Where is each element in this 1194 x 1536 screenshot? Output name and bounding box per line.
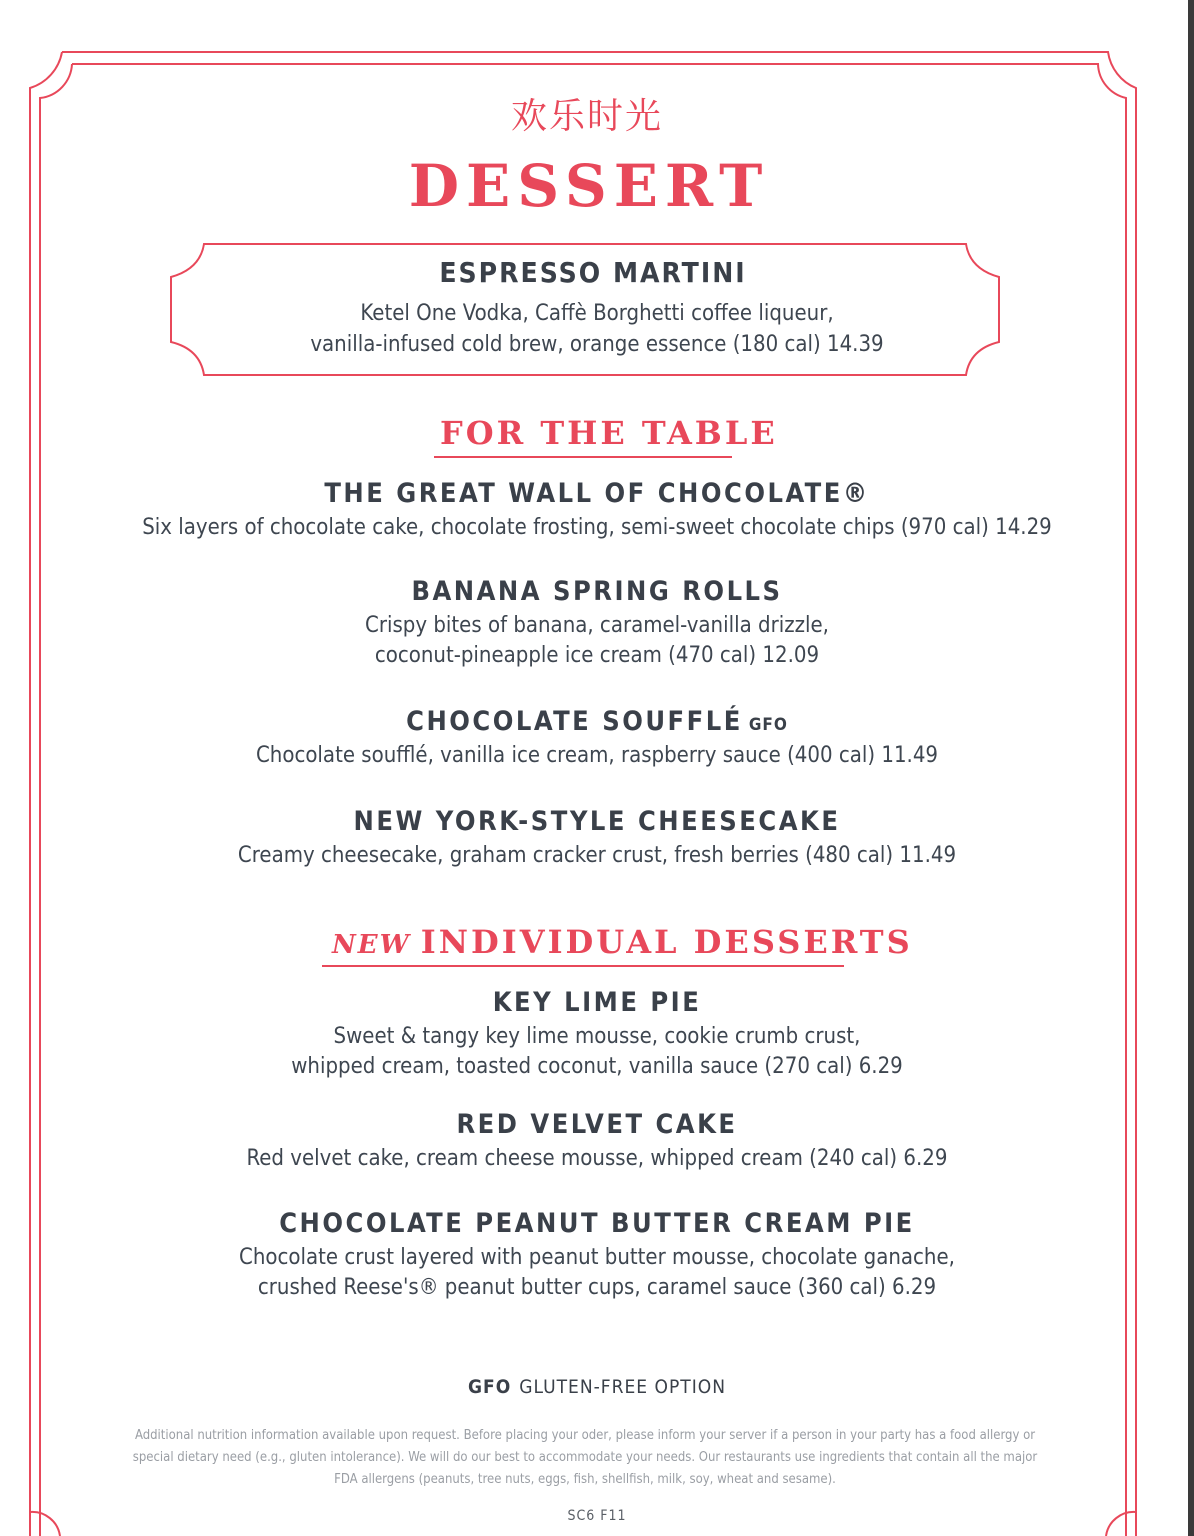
form-code: SC6 F11 xyxy=(567,1508,627,1524)
disclaimer-line: Additional nutrition information available upon request. Before placing your oder, please inform your server if a person in your party has a food allergy or xyxy=(134,1428,1036,1443)
item-name: THE GREAT WALL OF CHOCOLATE® xyxy=(324,478,870,509)
item-name: CHOCOLATE SOUFFLÉ xyxy=(406,706,743,737)
item-name: CHOCOLATE PEANUT BUTTER CREAM PIE xyxy=(279,1208,915,1239)
section-underline xyxy=(434,456,732,458)
menu-item xyxy=(0,806,1194,871)
menu-item xyxy=(0,576,1194,671)
menu-item xyxy=(0,987,1194,1082)
item-desc xyxy=(0,1243,1194,1303)
item-desc-line: Sweet & tangy key lime mousse, cookie crumb crust, xyxy=(333,1024,861,1049)
disclaimer-line: special dietary need (e.g., gluten intolerance). We will do our best to accommodate your needs. Our restaurants use ingredients that contain all the major xyxy=(132,1450,1038,1465)
disclaimer-line: FDA allergens (peanuts, tree nuts, eggs, fish, shellfish, milk, soy, wheat and sesame). xyxy=(334,1472,836,1487)
gfo-tag: GFO xyxy=(748,715,788,735)
item-desc-line: Chocolate crust layered with peanut butter mousse, chocolate ganache, xyxy=(239,1245,955,1270)
featured-desc-line: Ketel One Vodka, Caffè Borghetti coffee liqueur, xyxy=(360,301,834,326)
item-desc-line: coconut-pineapple ice cream (470 cal) 12.09 xyxy=(374,643,820,668)
item-name: KEY LIME PIE xyxy=(492,987,702,1018)
legend-text: GLUTEN-FREE OPTION xyxy=(519,1376,726,1398)
item-desc-line: crushed Reese's® peanut butter cups, caramel sauce (360 cal) 6.29 xyxy=(257,1275,937,1300)
page-title: DESSERT xyxy=(408,152,770,220)
section-underline xyxy=(322,965,844,967)
item-desc: Six layers of chocolate cake, chocolate frosting, semi-sweet chocolate chips (970 cal) 14.29 xyxy=(142,515,1052,540)
menu-item xyxy=(0,1109,1194,1174)
section-heading-individual-desserts xyxy=(332,923,913,961)
section-heading-for-the-table: FOR THE TABLE xyxy=(440,414,778,452)
featured-item-name: ESPRESSO MARTINI xyxy=(439,256,747,289)
item-desc xyxy=(0,1022,1194,1082)
item-desc xyxy=(0,611,1194,671)
menu-item xyxy=(0,478,1194,543)
legend-code: GFO xyxy=(468,1376,512,1398)
item-desc-line: Crispy bites of banana, caramel-vanilla drizzle, xyxy=(365,613,829,638)
item-desc: Creamy cheesecake, graham cracker crust, fresh berries (480 cal) 11.49 xyxy=(237,843,957,868)
featured-item-desc xyxy=(0,298,1194,360)
featured-desc-line: vanilla-infused cold brew, orange essence (180 cal) 14.39 xyxy=(310,332,884,357)
section-heading-text: INDIVIDUAL DESSERTS xyxy=(420,923,913,961)
chinese-title: 欢乐时光 xyxy=(510,96,663,137)
new-tag: NEW xyxy=(332,930,411,960)
menu-item xyxy=(0,1208,1194,1303)
item-desc: Chocolate soufflé, vanilla ice cream, raspberry sauce (400 cal) 11.49 xyxy=(255,743,939,768)
item-name-row xyxy=(0,706,1194,737)
gfo-legend xyxy=(0,1376,1194,1398)
item-desc-line: whipped cream, toasted coconut, vanilla sauce (270 cal) 6.29 xyxy=(291,1054,903,1079)
menu-item xyxy=(0,706,1194,771)
item-name: BANANA SPRING ROLLS xyxy=(411,576,783,607)
item-desc: Red velvet cake, cream cheese mousse, whipped cream (240 cal) 6.29 xyxy=(246,1146,948,1171)
item-name: RED VELVET CAKE xyxy=(456,1109,738,1140)
allergen-disclaimer xyxy=(128,1425,1042,1491)
item-name: NEW YORK-STYLE CHEESECAKE xyxy=(353,806,841,837)
